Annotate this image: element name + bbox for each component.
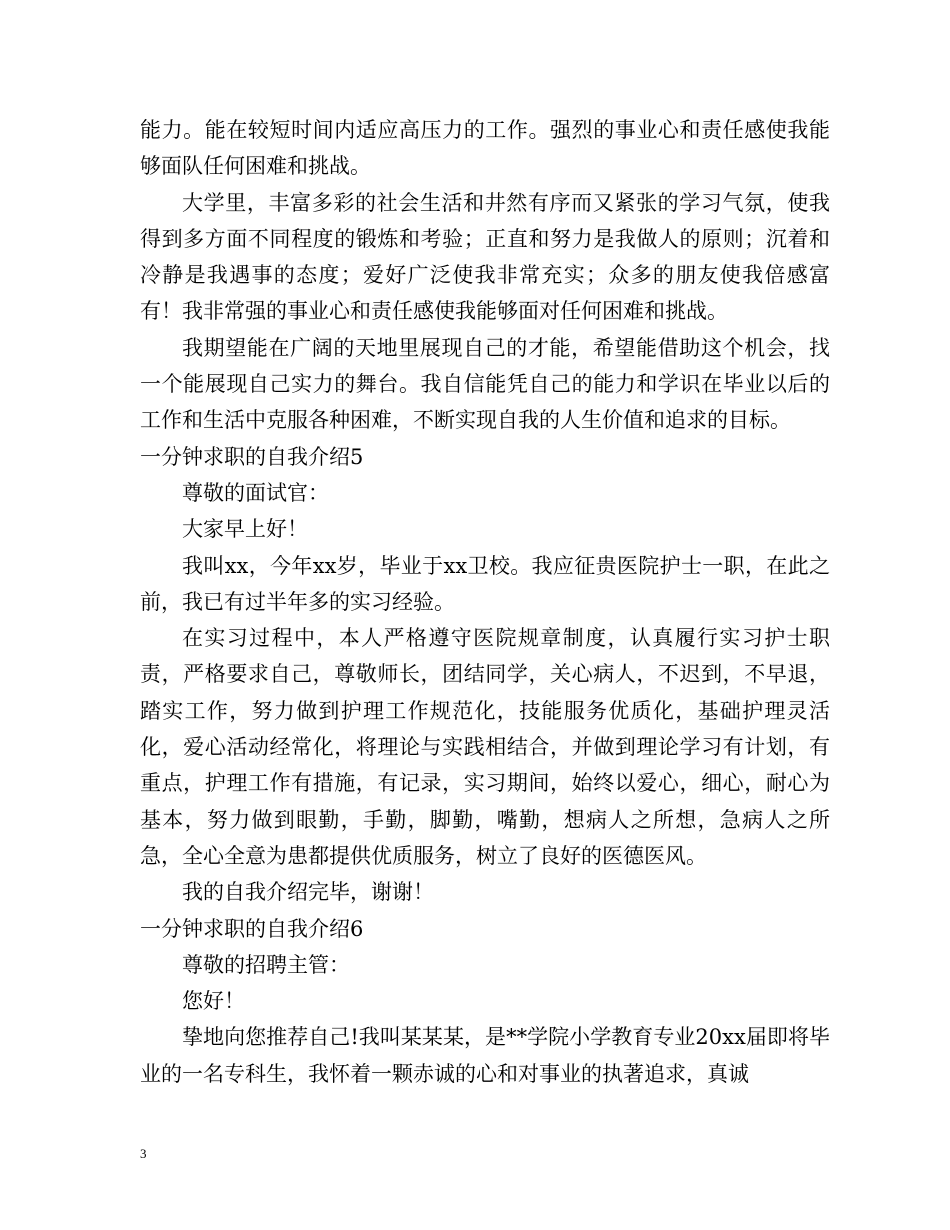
paragraph: 在实习过程中，本人严格遵守医院规章制度，认真履行实习护士职责，严格要求自己，尊敬师长，团结同学，关心病人，不迟到，不早退，踏实工作，努力做到护理工作规范化，技能服务优质化，基础护理灵活化，爱心活动经常化，将理论与实践相结合，并做到理论学习有计划，有重点，护理工作有措施，有记录，实习期间，始终以爱心，细心，耐心为基本，努力做到眼勤，手勤，脚勤，嘴勤，想病人之所想，急病人之所急，全心全意为患都提供优质服务，树立了良好的医德医风。 (140, 626, 830, 868)
paragraph-salutation: 尊敬的招聘主管： (182, 952, 350, 977)
paragraph-salutation: 尊敬的面试官： (182, 480, 329, 505)
section-heading: 一分钟求职的自我介绍5 (140, 444, 364, 469)
section-heading: 一分钟求职的自我介绍6 (140, 916, 364, 941)
paragraph-greeting: 大家早上好！ (182, 517, 308, 542)
paragraph-greeting: 您好！ (182, 989, 245, 1014)
paragraph: 我叫xx，今年xx岁，毕业于xx卫校。我应征贵医院护士一职，在此之前，我已有过半年多的实习经验。 (140, 553, 830, 614)
page-number: 3 (140, 1146, 147, 1161)
paragraph-closing: 我的自我介绍完毕，谢谢！ (182, 880, 434, 905)
paragraph-continuation: 能力。能在较短时间内适应高压力的工作。强烈的事业心和责任感使我能够面队任何困难和挑战。 (140, 118, 830, 179)
paragraph: 挚地向您推荐自己!我叫某某某，是**学院小学教育专业20xx届即将毕业的一名专科生，我怀着一颗赤诚的心和对事业的执著追求，真诚 (140, 1025, 830, 1086)
paragraph: 大学里，丰富多彩的社会生活和井然有序而又紧张的学习气氛，使我得到多方面不同程度的锻炼和考验；正直和努力是我做人的原则；沉着和冷静是我遇事的态度；爱好广泛使我非常充实；众多的朋友使我倍感富有！我非常强的事业心和责任感使我能够面对任何困难和挑战。 (140, 190, 830, 324)
paragraph: 我期望能在广阔的天地里展现自己的才能，希望能借助这个机会，找一个能展现自己实力的舞台。我自信能凭自己的能力和学识在毕业以后的工作和生活中克服各种困难，不断实现自我的人生价值和追求的目标。 (140, 335, 830, 433)
document-body (140, 112, 830, 1092)
